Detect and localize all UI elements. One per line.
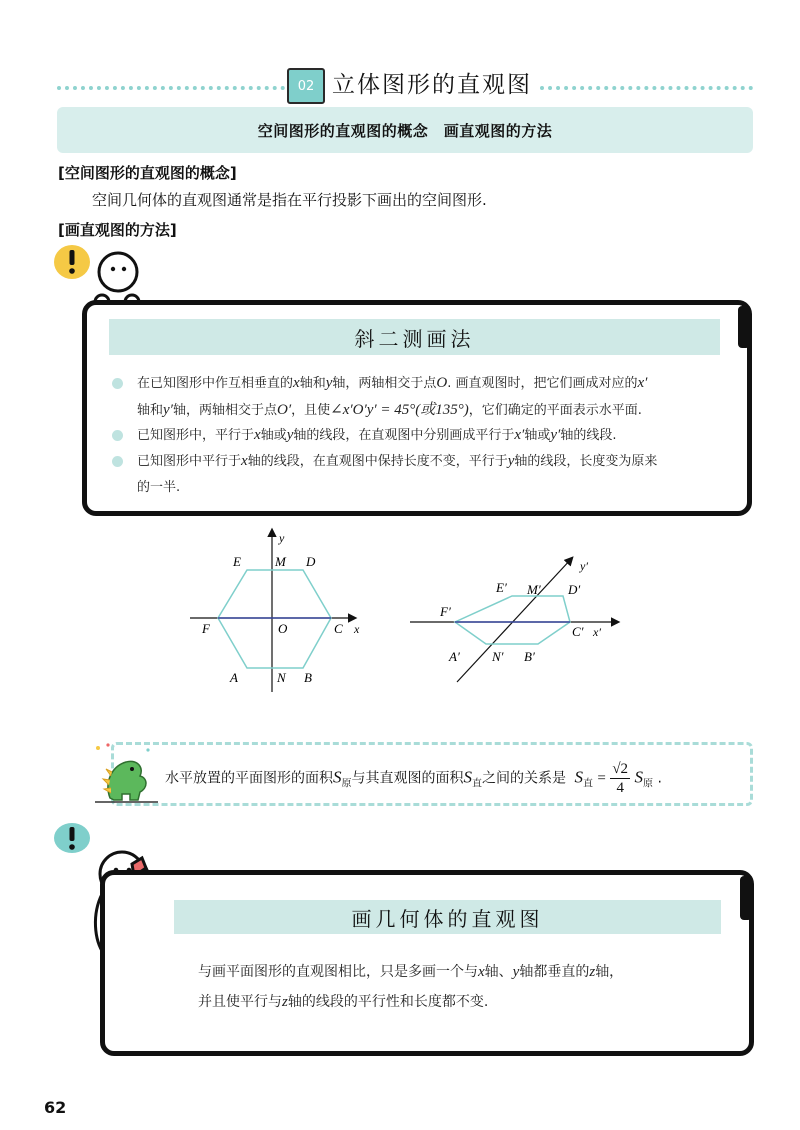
bullet-1: 在已知图形中作互相垂直的x轴和y轴，两轴相交于点O. 画直观图时，把它们画成对应的x′ 轴和y′轴，两轴相交于点O′，且使∠x′O′y′ = 45°(或135°)，它们确定的平面表示水平面. bbox=[137, 375, 648, 418]
label-M: M bbox=[275, 554, 286, 569]
label-x-prime: x′ bbox=[593, 625, 601, 639]
bullet-3: 已知图形中平行于x轴的线段，在直观图中保持长度不变，平行于y轴的线段，长度变为原来 的一半. bbox=[137, 453, 658, 495]
bullet-dot bbox=[112, 430, 123, 441]
topic-banner bbox=[57, 107, 753, 153]
label-x: x bbox=[354, 622, 360, 636]
label-F: F bbox=[202, 621, 210, 636]
card1-border-cap bbox=[738, 306, 750, 348]
label-y-prime: y′ bbox=[580, 559, 588, 573]
hexagon bbox=[218, 570, 331, 668]
header-dots-left bbox=[57, 86, 285, 90]
label-E-prime: E′ bbox=[496, 580, 507, 595]
method-heading: [画直观图的方法] bbox=[58, 221, 177, 239]
label-B-prime: B′ bbox=[524, 649, 535, 664]
label-y: y bbox=[279, 531, 285, 545]
card2-title bbox=[174, 900, 721, 934]
label-D-prime: D′ bbox=[568, 582, 581, 597]
header-dots-right bbox=[540, 86, 753, 90]
label-N-prime: N′ bbox=[492, 649, 504, 664]
label-F-prime: F′ bbox=[440, 604, 451, 619]
label-A: A bbox=[230, 670, 238, 685]
card2-title-text: 画几何体的直观图 bbox=[351, 906, 544, 931]
dinosaur-icon bbox=[90, 742, 162, 806]
card2-border-cap bbox=[740, 876, 752, 920]
label-M-prime: M′ bbox=[527, 582, 541, 597]
section-title: 立体图形的直观图 bbox=[332, 72, 532, 98]
hexagon-original-figure bbox=[180, 520, 370, 700]
label-A-prime: A′ bbox=[449, 649, 460, 664]
card1-title-text: 斜二测画法 bbox=[354, 326, 475, 351]
page-number: 62 bbox=[44, 1098, 67, 1117]
area-relation-text: 水平放置的平面图形的面积$S_原$与其直观图的面积$S_直$之间的关系是 $S_直$ = $\frac{√2}{4}$ $S_原$ . bbox=[165, 761, 662, 796]
label-C-prime: C′ bbox=[572, 624, 584, 639]
bullet-dot bbox=[112, 456, 123, 467]
label-E: E bbox=[233, 554, 241, 569]
label-B: B bbox=[304, 670, 312, 685]
bullet-2: 已知图形中，平行于x轴或y轴的线段，在直观图中分别画成平行于x′轴或y′轴的线段. bbox=[137, 427, 617, 443]
card2-text: 与画平面图形的直观图相比，只是多画一个与x轴、y轴都垂直的z轴， 并且使平行与z轴的线段的平行性和长度都不变. bbox=[198, 964, 624, 1010]
y-prime-axis bbox=[457, 558, 572, 682]
section-number: 02 bbox=[287, 68, 325, 104]
label-D: D bbox=[306, 554, 316, 569]
hexagon-intuitive-figure bbox=[400, 548, 635, 693]
banner-title: 空间图形的直观图的概念 画直观图的方法 bbox=[257, 121, 553, 140]
parallelogram-hexagon bbox=[455, 596, 570, 644]
card1-title bbox=[109, 319, 720, 355]
label-N: N bbox=[277, 670, 286, 685]
label-O: O bbox=[278, 621, 288, 636]
fraction-numerator: √2 bbox=[612, 761, 629, 777]
bullet-dot bbox=[112, 378, 123, 389]
label-C: C bbox=[334, 621, 343, 636]
fraction-denominator: 4 bbox=[616, 780, 624, 796]
concept-heading: [空间图形的直观图的概念] bbox=[58, 164, 237, 182]
concept-text: 空间几何体的直观图通常是指在平行投影下画出的空间图形. bbox=[92, 191, 487, 209]
